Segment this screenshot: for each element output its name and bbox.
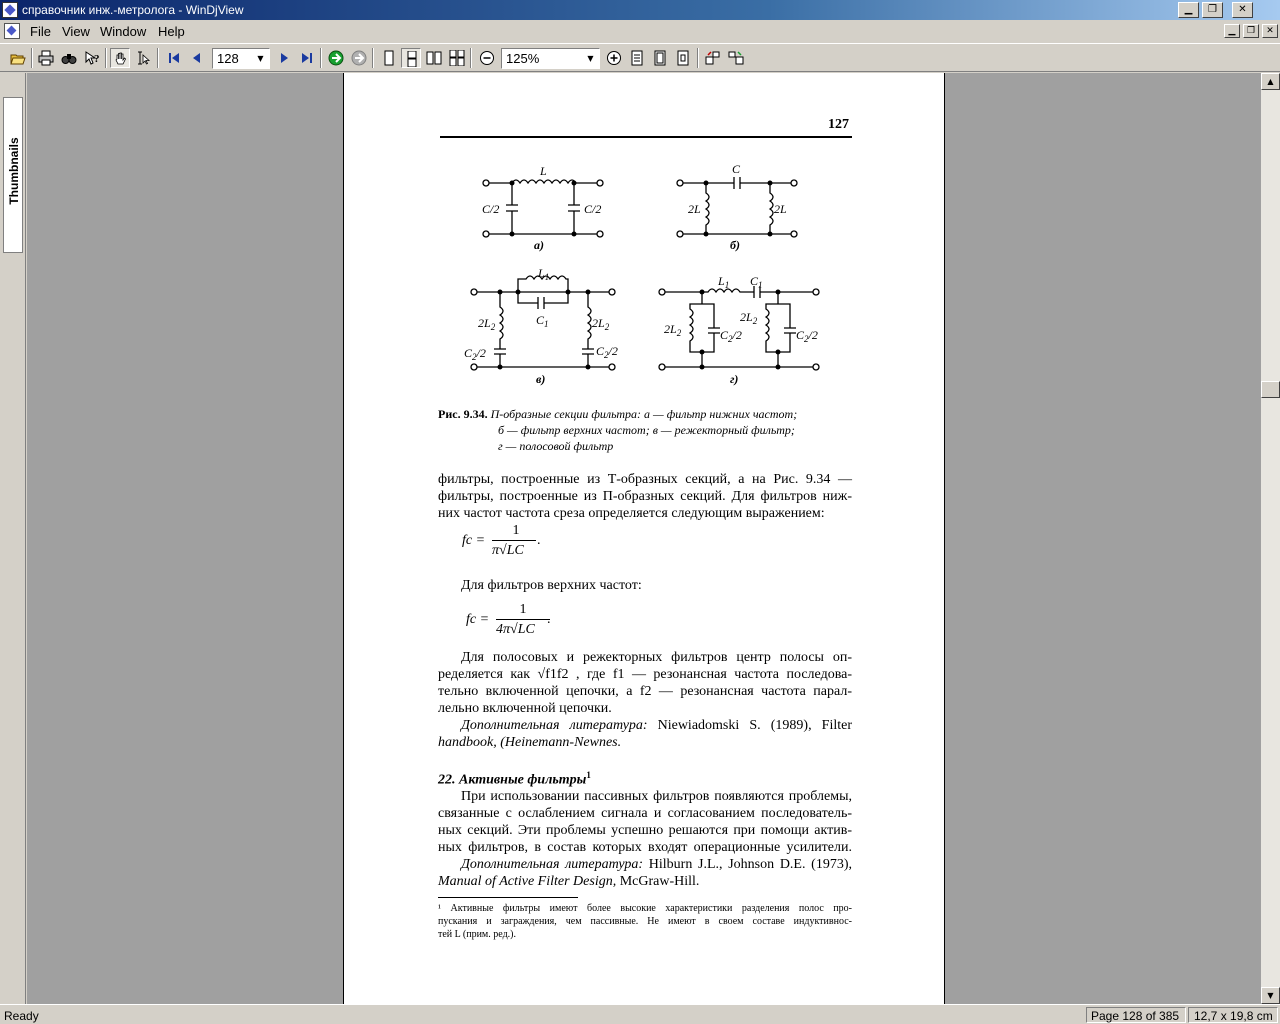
back-icon[interactable] bbox=[326, 48, 346, 68]
literature-line bbox=[438, 873, 852, 890]
page-number-combo[interactable] bbox=[212, 48, 270, 69]
doc-restore-button[interactable]: ❐ bbox=[1243, 24, 1259, 38]
filter-circuits-figure bbox=[454, 159, 834, 389]
literature-label: Дополнительная литература: bbox=[461, 718, 648, 733]
document-view[interactable] bbox=[27, 73, 1261, 1004]
separator bbox=[105, 48, 107, 68]
literature-title: Manual of Active Filter Design, bbox=[438, 874, 617, 889]
status-ready: Ready bbox=[4, 1009, 39, 1023]
select-tool-icon[interactable] bbox=[133, 48, 153, 68]
next-page-icon[interactable] bbox=[274, 48, 294, 68]
status-page-info: Page 128 of 385 bbox=[1091, 1009, 1180, 1023]
page-number-value: 128 bbox=[217, 51, 239, 66]
svg-text:2L2: $2L_2$ bbox=[664, 322, 682, 338]
figure-caption bbox=[438, 406, 858, 454]
svg-text:L1: $L_1$ bbox=[718, 274, 730, 290]
continuous-facing-icon[interactable] bbox=[447, 48, 467, 68]
document-page bbox=[343, 73, 945, 1004]
paragraph-1 bbox=[438, 471, 852, 522]
scroll-up-icon[interactable]: ▲ bbox=[1261, 73, 1280, 90]
single-page-icon[interactable] bbox=[379, 48, 399, 68]
svg-text:L: L bbox=[540, 164, 547, 178]
formula-numerator: 1 bbox=[512, 523, 520, 538]
subfigure-a-label: а) bbox=[534, 238, 544, 252]
svg-text:2L: 2L bbox=[774, 202, 787, 216]
maximize-button[interactable]: ❐ bbox=[1202, 2, 1223, 18]
text-line: ределяется как √f1f2 , где f1 — резонансная частота последова- bbox=[438, 667, 852, 682]
find-icon[interactable] bbox=[59, 48, 79, 68]
thumbnails-tab[interactable] bbox=[3, 97, 23, 253]
document-icon[interactable] bbox=[4, 23, 20, 39]
minimize-button[interactable]: ▁ bbox=[1178, 2, 1199, 18]
page-number: 127 bbox=[828, 117, 849, 132]
svg-text:2L: 2L bbox=[688, 202, 701, 216]
fraction-bar bbox=[492, 540, 536, 541]
last-page-icon[interactable] bbox=[297, 48, 317, 68]
facing-pages-icon[interactable] bbox=[424, 48, 444, 68]
subfigure-b-label: б) bbox=[730, 238, 740, 252]
print-icon[interactable] bbox=[36, 48, 56, 68]
svg-text:2L2: $2L_2$ bbox=[592, 316, 610, 332]
footnote-line: ¹ Активные фильтры имеют более высокие характеристики разделения полос про- bbox=[438, 903, 852, 914]
title-bar bbox=[0, 0, 1280, 20]
svg-text:2L2: $2L_2$ bbox=[478, 316, 496, 332]
open-icon[interactable] bbox=[8, 48, 28, 68]
menu-window[interactable]: Window bbox=[100, 24, 147, 39]
scroll-thumb[interactable] bbox=[1261, 381, 1280, 398]
paragraph-4 bbox=[438, 788, 852, 890]
footnote bbox=[438, 902, 852, 941]
text-line: лельно включенной цепочки. bbox=[438, 701, 612, 716]
fit-page-icon[interactable] bbox=[650, 48, 670, 68]
status-bar bbox=[0, 1004, 1280, 1024]
svg-text:C2/2: $C_2/2$ bbox=[720, 328, 742, 344]
svg-text:C: C bbox=[732, 162, 741, 176]
svg-text:C1: $C_1$ bbox=[536, 313, 549, 329]
text-line: При использовании пассивных фильтров появляются проблемы, bbox=[461, 789, 852, 804]
caption-line: П-образные секции фильтра: а — фильтр нижних частот; bbox=[490, 407, 798, 421]
svg-text:C1: $C_1$ bbox=[750, 274, 763, 290]
window-title: справочник инж.-метролога - WinDjView bbox=[22, 3, 244, 17]
svg-text:C2/2: $C_2/2$ bbox=[464, 346, 486, 362]
literature-publisher: McGraw-Hill. bbox=[619, 874, 700, 889]
vertical-scrollbar[interactable] bbox=[1261, 73, 1280, 1004]
separator bbox=[372, 48, 374, 68]
menu-view[interactable]: View bbox=[62, 24, 90, 39]
formula-cutoff-highpass bbox=[466, 612, 489, 628]
text-line: Для полосовых и режекторных фильтров центр полосы оп- bbox=[461, 650, 852, 665]
doc-minimize-button[interactable]: ▁ bbox=[1224, 24, 1240, 38]
caption-line: б — фильтр верхних частот; в — режекторный фильтр; bbox=[498, 423, 795, 437]
thumbnails-panel bbox=[0, 73, 26, 1004]
first-page-icon[interactable] bbox=[164, 48, 184, 68]
text-line: них частот частота среза определяется следующим выражением: bbox=[438, 506, 825, 521]
chevron-down-icon[interactable]: ▼ bbox=[587, 54, 594, 63]
thumbnails-tab-label: Thumbnails bbox=[7, 137, 21, 205]
svg-text:?: ? bbox=[94, 53, 100, 65]
paragraph-3 bbox=[438, 649, 852, 751]
subfigure-g-label: г) bbox=[730, 372, 739, 386]
svg-text:C2/2: $C_2/2$ bbox=[596, 344, 618, 360]
literature-line: handbook, (Heinemann-Newnes. bbox=[438, 735, 622, 750]
footnote-marker: 1 bbox=[586, 770, 591, 780]
separator bbox=[470, 48, 472, 68]
separator bbox=[697, 48, 699, 68]
separator bbox=[31, 48, 33, 68]
text-line: фильтры, построенные из Т-образных секций, а на Рис. 9.34 — bbox=[438, 472, 852, 487]
footnote-line: пускания и заграждения, чем пассивные. Не имеют в своем составе индуктивнос- bbox=[438, 916, 852, 927]
text-line: ных фильтров, в состав которых входят операционные усилители. bbox=[438, 840, 852, 855]
text-line: тельно включенной цепочки, а f2 — резонансная частота парал- bbox=[438, 684, 852, 699]
section-heading-text: 22. Активные фильтры bbox=[438, 772, 587, 788]
svg-text:L1: $L_1$ bbox=[538, 266, 550, 282]
literature-line bbox=[438, 856, 852, 873]
separator bbox=[157, 48, 159, 68]
zoom-combo[interactable] bbox=[501, 48, 600, 69]
separator bbox=[320, 48, 322, 68]
status-page-size: 12,7 x 19,8 cm bbox=[1194, 1009, 1273, 1023]
menu-bar bbox=[0, 20, 1280, 42]
forward-icon[interactable] bbox=[349, 48, 369, 68]
svg-text:C2/2: $C_2/2$ bbox=[796, 328, 818, 344]
zoom-value: 125% bbox=[506, 51, 540, 66]
formula-lhs: fc = bbox=[466, 612, 490, 627]
literature-line bbox=[438, 717, 852, 734]
svg-text:C/2: C/2 bbox=[482, 202, 500, 216]
scroll-down-icon[interactable]: ▼ bbox=[1261, 987, 1280, 1004]
zoom-in-icon[interactable] bbox=[604, 48, 624, 68]
toolbar bbox=[0, 43, 1280, 72]
menu-help[interactable]: Help bbox=[158, 24, 185, 39]
formula-period: . bbox=[547, 612, 551, 627]
header-rule bbox=[440, 136, 852, 138]
caption-label: Рис. 9.34. bbox=[438, 407, 488, 421]
paragraph-2: Для фильтров верхних частот: bbox=[461, 578, 642, 593]
previous-page-icon[interactable] bbox=[187, 48, 207, 68]
context-help-icon[interactable] bbox=[82, 48, 102, 68]
app-icon[interactable] bbox=[2, 2, 18, 18]
svg-text:C/2: C/2 bbox=[584, 202, 602, 216]
zoom-out-icon[interactable] bbox=[477, 48, 497, 68]
close-button[interactable]: ✕ bbox=[1232, 2, 1253, 18]
literature-text: Niewiadomski S. (1989), Filter bbox=[657, 718, 852, 733]
text-line: фильтры, построенные из П-образных секций. Для фильтров ниж- bbox=[438, 489, 852, 504]
caption-line: г — полосовой фильтр bbox=[498, 439, 614, 453]
fraction-bar bbox=[496, 619, 550, 620]
section-heading bbox=[438, 767, 852, 789]
subfigure-v-label: в) bbox=[536, 372, 546, 386]
text-line: связанные с ослаблением сигнала и согласованием последователь- bbox=[438, 806, 852, 821]
rotate-right-icon[interactable] bbox=[726, 48, 746, 68]
chevron-down-icon[interactable]: ▼ bbox=[257, 54, 264, 63]
formula-denominator: 4π√LC bbox=[496, 622, 535, 637]
formula-numerator: 1 bbox=[519, 602, 527, 617]
rotate-left-icon[interactable] bbox=[703, 48, 723, 68]
formula-lhs: fc = bbox=[462, 533, 486, 548]
literature-label: Дополнительная литература: bbox=[461, 857, 644, 872]
fit-width-icon[interactable] bbox=[627, 48, 647, 68]
continuous-page-icon[interactable] bbox=[401, 48, 421, 68]
formula-denominator: π√LC bbox=[492, 543, 524, 558]
svg-text:2L2: $2L_2$ bbox=[740, 310, 758, 326]
menu-file[interactable]: File bbox=[30, 24, 51, 39]
formula-cutoff-lowpass bbox=[462, 533, 485, 549]
footnote-rule bbox=[438, 897, 578, 898]
formula-period: . bbox=[537, 533, 541, 548]
text-line: ных секций. Эти проблемы успешно решаются при помощи актив- bbox=[438, 823, 852, 838]
literature-text: Hilburn J.L., Johnson D.E. (1973), bbox=[648, 857, 853, 872]
actual-size-icon[interactable] bbox=[673, 48, 693, 68]
footnote-line: тей L (прим. ред.). bbox=[438, 929, 516, 940]
doc-close-button[interactable]: ✕ bbox=[1262, 24, 1278, 38]
hand-tool-icon[interactable] bbox=[110, 48, 130, 68]
